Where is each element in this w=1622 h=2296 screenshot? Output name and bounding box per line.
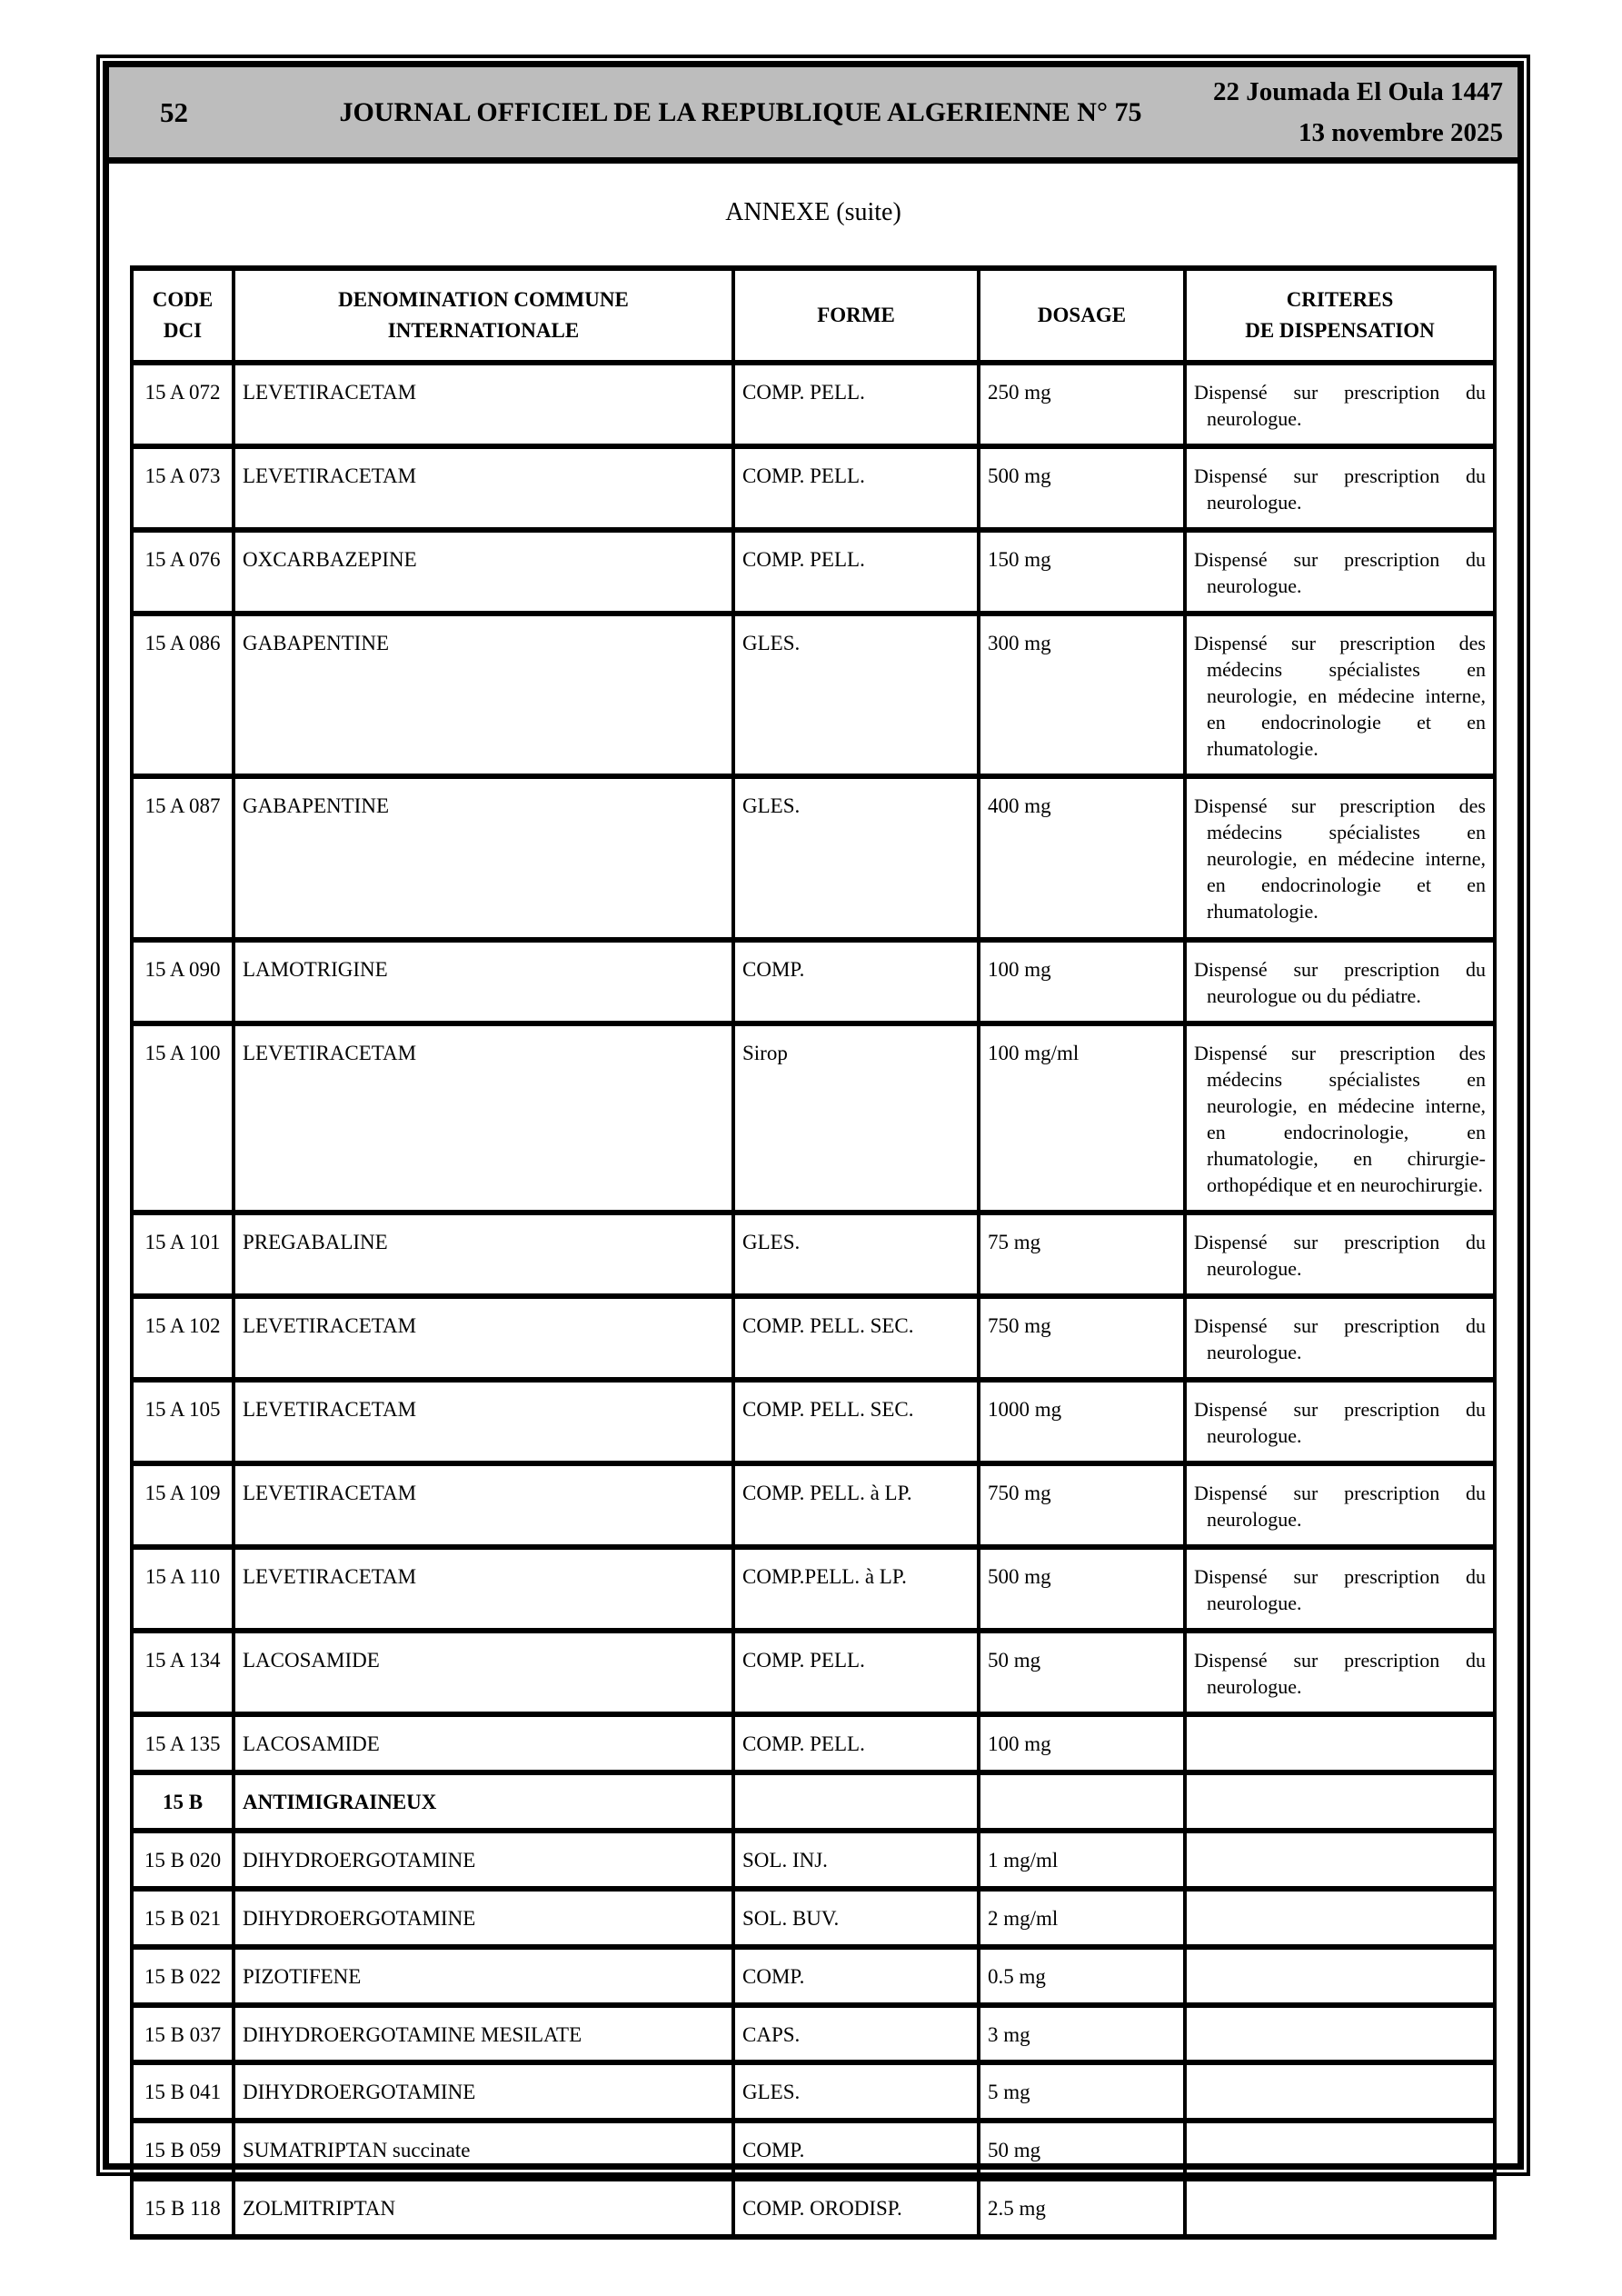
cell-criteria [1185, 1023, 1495, 1213]
cell-dosage: 100 mg [979, 940, 1185, 1023]
cell-code: 15 A 105 [132, 1380, 234, 1463]
cell-code: 15 A 135 [132, 1714, 234, 1772]
cell-code: 15 A 087 [132, 776, 234, 939]
table-row [132, 1296, 1495, 1380]
table-row [132, 530, 1495, 614]
cell-criteria [1185, 1296, 1495, 1380]
cell-code: 15 A 110 [132, 1547, 234, 1631]
col-header-criteres-line1: CRITERES [1286, 287, 1394, 311]
cell-criteria [1185, 1889, 1495, 1947]
cell-name: LEVETIRACETAM [234, 1463, 733, 1547]
cell-criteria [1185, 776, 1495, 939]
table-row [132, 1831, 1495, 1889]
page-frame-outer [96, 55, 1530, 2221]
table-row [132, 1714, 1495, 1772]
table-row [132, 2179, 1495, 2237]
cell-form: COMP. PELL. SEC. [733, 1296, 979, 1380]
cell-name: ZOLMITRIPTAN [234, 2179, 733, 2237]
cell-criteria [1185, 2121, 1495, 2179]
cell-form: COMP. PELL. [733, 1714, 979, 1772]
cell-code: 15 A 102 [132, 1296, 234, 1380]
cell-dosage: 750 mg [979, 1296, 1185, 1380]
date-gregorian: 13 novembre 2025 [1298, 117, 1503, 147]
cell-name: LACOSAMIDE [234, 1714, 733, 1772]
page-number: 52 [160, 95, 188, 128]
cell-name: LEVETIRACETAM [234, 363, 733, 446]
cell-form: COMP. [733, 940, 979, 1023]
cell-criteria [1185, 530, 1495, 614]
cell-code: 15 A 073 [132, 446, 234, 530]
cell-code: 15 B [132, 1772, 234, 1831]
cell-name: DIHYDROERGOTAMINE [234, 1889, 733, 1947]
col-header-denomination-line2: INTERNATIONALE [387, 319, 580, 342]
cell-form: COMP.PELL. à LP. [733, 1547, 979, 1631]
criteria-text: Dispensé sur prescription du neurologue ou du pédiatre. [1194, 957, 1486, 1007]
cell-dosage: 500 mg [979, 1547, 1185, 1631]
cell-criteria [1185, 1714, 1495, 1772]
criteria-text: Dispensé sur prescription du neurologue. [1194, 1481, 1486, 1531]
cell-name: GABAPENTINE [234, 614, 733, 776]
cell-dosage: 750 mg [979, 1463, 1185, 1547]
cell-dosage: 3 mg [979, 2005, 1185, 2063]
criteria-text: Dispensé sur prescription des médecins spécialistes en neurologie, en médecine interne, en endocrinologie, en rhumatologie, en chirurgie-orthopédique et en neurochirurgie. [1194, 1041, 1486, 1196]
cell-name: DIHYDROERGOTAMINE [234, 1831, 733, 1889]
criteria-text: Dispensé sur prescription des médecins spécialistes en neurologie, en médecine interne, en endocrinologie et en rhumatologie. [1194, 794, 1486, 923]
cell-dosage: 1000 mg [979, 1380, 1185, 1463]
cell-dosage: 0.5 mg [979, 1947, 1185, 2005]
cell-criteria [1185, 2179, 1495, 2237]
cell-dosage: 500 mg [979, 446, 1185, 530]
table-row [132, 614, 1495, 776]
cell-code: 15 A 100 [132, 1023, 234, 1213]
cell-name: DIHYDROERGOTAMINE MESILATE [234, 2005, 733, 2063]
cell-code: 15 A 086 [132, 614, 234, 776]
cell-dosage: 75 mg [979, 1213, 1185, 1296]
col-header-dosage-line1: DOSAGE [1037, 303, 1127, 326]
cell-code: 15 B 059 [132, 2121, 234, 2179]
cell-code: 15 A 101 [132, 1213, 234, 1296]
criteria-text: Dispensé sur prescription du neurologue. [1194, 1565, 1486, 1615]
cell-criteria [1185, 446, 1495, 530]
cell-criteria [1185, 1547, 1495, 1631]
table-row [132, 1772, 1495, 1831]
table-row [132, 446, 1495, 530]
cell-form: GLES. [733, 2062, 979, 2121]
cell-name: LEVETIRACETAM [234, 1547, 733, 1631]
cell-dosage: 100 mg [979, 1714, 1185, 1772]
cell-form: GLES. [733, 776, 979, 939]
col-header-forme [733, 268, 979, 363]
cell-form: COMP. PELL. [733, 530, 979, 614]
col-header-denomination-line1: DENOMINATION COMMUNE [338, 287, 629, 311]
cell-code: 15 B 022 [132, 1947, 234, 2005]
cell-name: OXCARBAZEPINE [234, 530, 733, 614]
cell-dosage: 250 mg [979, 363, 1185, 446]
col-header-forme-line1: FORME [817, 303, 895, 326]
cell-code: 15 A 072 [132, 363, 234, 446]
table-row [132, 1213, 1495, 1296]
cell-code: 15 B 041 [132, 2062, 234, 2121]
cell-name: LEVETIRACETAM [234, 1023, 733, 1213]
cell-name: GABAPENTINE [234, 776, 733, 939]
cell-form: COMP. [733, 2121, 979, 2179]
cell-name: PIZOTIFENE [234, 1947, 733, 2005]
cell-criteria [1185, 363, 1495, 446]
col-header-code-line1: CODE [152, 287, 214, 311]
cell-code: 15 A 109 [132, 1463, 234, 1547]
cell-name: LEVETIRACETAM [234, 1380, 733, 1463]
table-header-row [132, 268, 1495, 363]
journal-title: JOURNAL OFFICIEL DE LA REPUBLIQUE ALGERIENNE N° 75 [339, 96, 1142, 127]
cell-dosage: 150 mg [979, 530, 1185, 614]
table-row [132, 1631, 1495, 1714]
cell-code: 15 B 118 [132, 2179, 234, 2237]
table-row [132, 1463, 1495, 1547]
cell-name: LEVETIRACETAM [234, 446, 733, 530]
cell-name: PREGABALINE [234, 1213, 733, 1296]
cell-criteria [1185, 1831, 1495, 1889]
cell-criteria [1185, 940, 1495, 1023]
date-hijri: 22 Joumada El Oula 1447 [1212, 76, 1503, 106]
criteria-text: Dispensé sur prescription du neurologue. [1194, 548, 1486, 598]
cell-name: LAMOTRIGINE [234, 940, 733, 1023]
cell-criteria [1185, 614, 1495, 776]
table-row [132, 1023, 1495, 1213]
cell-form: CAPS. [733, 2005, 979, 2063]
cell-name: LEVETIRACETAM [234, 1296, 733, 1380]
cell-form: COMP. PELL. à LP. [733, 1463, 979, 1547]
page-frame-inner [103, 61, 1524, 2221]
cell-form: Sirop [733, 1023, 979, 1213]
table-row [132, 940, 1495, 1023]
table-row [132, 2121, 1495, 2179]
cell-form: COMP. PELL. SEC. [733, 1380, 979, 1463]
annexe-table-body [132, 363, 1495, 2237]
cell-dosage: 5 mg [979, 2062, 1185, 2121]
cell-name: LACOSAMIDE [234, 1631, 733, 1714]
cell-form: SOL. BUV. [733, 1889, 979, 1947]
cell-form: GLES. [733, 614, 979, 776]
annexe-table [130, 265, 1497, 2240]
cell-criteria [1185, 1463, 1495, 1547]
col-header-dosage [979, 268, 1185, 363]
cell-criteria [1185, 1772, 1495, 1831]
cell-criteria [1185, 1380, 1495, 1463]
header-band [109, 67, 1518, 164]
cell-name: SUMATRIPTAN succinate [234, 2121, 733, 2179]
criteria-text: Dispensé sur prescription du neurologue. [1194, 464, 1486, 514]
cell-form: COMP. PELL. [733, 1631, 979, 1714]
cell-form: COMP. PELL. [733, 446, 979, 530]
col-header-code-line2: DCI [163, 319, 203, 342]
col-header-code [132, 268, 234, 363]
table-row [132, 776, 1495, 939]
table-row [132, 363, 1495, 446]
cell-name: DIHYDROERGOTAMINE [234, 2062, 733, 2121]
cell-form: COMP. PELL. [733, 363, 979, 446]
cell-code: 15 A 134 [132, 1631, 234, 1714]
cell-dosage: 2.5 mg [979, 2179, 1185, 2237]
cell-dosage: 50 mg [979, 2121, 1185, 2179]
cell-code: 15 A 076 [132, 530, 234, 614]
cell-code: 15 B 020 [132, 1831, 234, 1889]
col-header-denomination [234, 268, 733, 363]
table-row [132, 2005, 1495, 2063]
cell-form: GLES. [733, 1213, 979, 1296]
cell-code: 15 B 021 [132, 1889, 234, 1947]
criteria-text: Dispensé sur prescription du neurologue. [1194, 1230, 1486, 1280]
annexe-title: ANNEXE (suite) [725, 198, 901, 226]
table-row [132, 1947, 1495, 2005]
header-dates [1213, 72, 1518, 154]
cell-criteria [1185, 1213, 1495, 1296]
cell-code: 15 A 090 [132, 940, 234, 1023]
criteria-text: Dispensé sur prescription des médecins spécialistes en neurologie, en médecine interne, en endocrinologie et en rhumatologie. [1194, 632, 1486, 761]
cell-form [733, 1772, 979, 1831]
cell-form: COMP. ORODISP. [733, 2179, 979, 2237]
criteria-text: Dispensé sur prescription du neurologue. [1194, 1397, 1486, 1447]
cell-dosage: 2 mg/ml [979, 1889, 1185, 1947]
criteria-text: Dispensé sur prescription du neurologue. [1194, 381, 1486, 431]
cell-dosage: 1 mg/ml [979, 1831, 1185, 1889]
cell-dosage [979, 1772, 1185, 1831]
cell-form: SOL. INJ. [733, 1831, 979, 1889]
criteria-text: Dispensé sur prescription du neurologue. [1194, 1313, 1486, 1363]
table-row [132, 2062, 1495, 2121]
table-row [132, 1889, 1495, 1947]
cell-form: COMP. [733, 1947, 979, 2005]
cell-name: ANTIMIGRAINEUX [234, 1772, 733, 1831]
cell-criteria [1185, 2005, 1495, 2063]
cell-code: 15 B 037 [132, 2005, 234, 2063]
criteria-text: Dispensé sur prescription du neurologue. [1194, 1649, 1486, 1699]
cell-criteria [1185, 1947, 1495, 2005]
col-header-criteres [1185, 268, 1495, 363]
table-row [132, 1380, 1495, 1463]
cell-criteria [1185, 2062, 1495, 2121]
table-row [132, 1547, 1495, 1631]
col-header-criteres-line2: DE DISPENSATION [1245, 319, 1435, 342]
cell-dosage: 100 mg/ml [979, 1023, 1185, 1213]
cell-criteria [1185, 1631, 1495, 1714]
cell-dosage: 50 mg [979, 1631, 1185, 1714]
cell-dosage: 400 mg [979, 776, 1185, 939]
cell-dosage: 300 mg [979, 614, 1185, 776]
